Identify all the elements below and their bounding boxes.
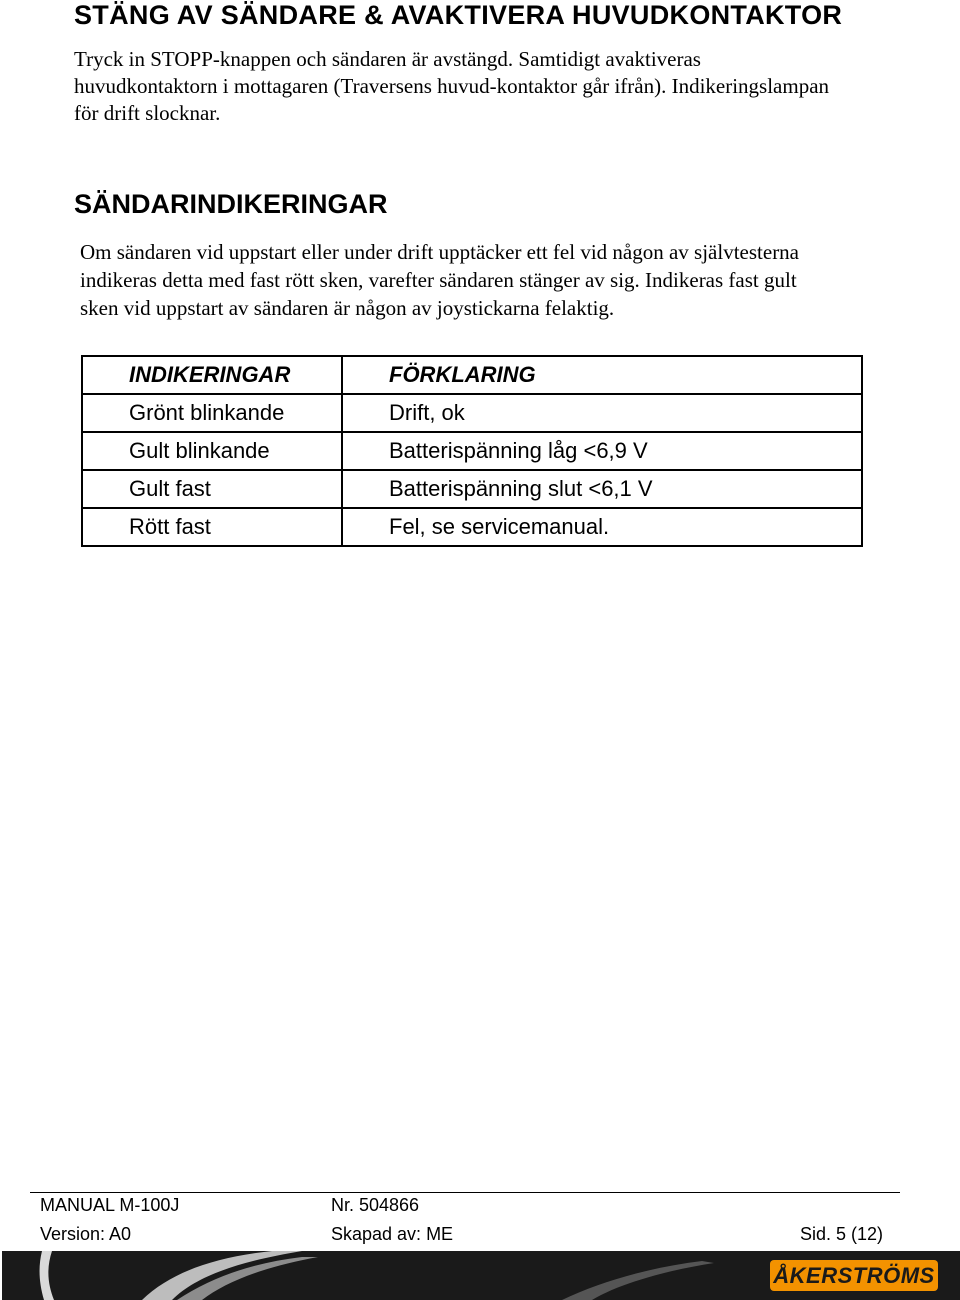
- table-header-cell: FÖRKLARING: [342, 356, 862, 394]
- akerstroms-logo: [770, 1260, 938, 1291]
- paragraph-line: sken vid uppstart av sändaren är någon av joystickarna felaktig.: [80, 296, 615, 320]
- table-row: [82, 394, 862, 432]
- logo-text: ÅKERSTRÖMS: [773, 1263, 935, 1288]
- paragraph-line: Tryck in STOPP-knappen och sändaren är avstängd. Samtidigt avaktiveras: [74, 47, 701, 71]
- table-cell: Rött fast: [82, 508, 342, 546]
- paragraph-line: indikeras detta med fast rött sken, varefter sändaren stänger av sig. Indikeras fast gult: [80, 268, 797, 292]
- table-row: [82, 470, 862, 508]
- table-cell: Grönt blinkande: [82, 394, 342, 432]
- footer-page-number: Sid. 5 (12): [800, 1224, 884, 1244]
- paragraph-indikeringar: [80, 238, 940, 322]
- paragraph-stang-av: [74, 46, 934, 127]
- table-cell: Batterispänning låg <6,9 V: [342, 432, 862, 470]
- table-row: [82, 432, 862, 470]
- paragraph-line: huvudkontaktorn i mottagaren (Traversens huvud-kontaktor går ifrån). Indikeringslampan: [74, 74, 830, 98]
- table-row: [82, 508, 862, 546]
- footer-divider: [30, 1192, 900, 1193]
- paragraph-line: Om sändaren vid uppstart eller under drift upptäcker ett fel vid någon av självtesterna: [80, 240, 800, 264]
- table-cell: Drift, ok: [342, 394, 862, 432]
- table-cell: Gult fast: [82, 470, 342, 508]
- footer-manual: MANUAL M-100J: [40, 1195, 180, 1215]
- table-header-cell: INDIKERINGAR: [82, 356, 342, 394]
- table-cell: Batterispänning slut <6,1 V: [342, 470, 862, 508]
- footer-brand-band: [2, 1251, 960, 1300]
- footer-created-by: Skapad av: ME: [331, 1224, 454, 1244]
- table-cell: Fel, se servicemanual.: [342, 508, 862, 546]
- table-header-row: [82, 356, 862, 394]
- footer-number: Nr. 504866: [331, 1195, 420, 1215]
- paragraph-line: för drift slocknar.: [74, 101, 221, 125]
- indication-table: [81, 355, 863, 547]
- section-heading-stang-av: STÄNG AV SÄNDARE & AVAKTIVERA HUVUDKONTAKTOR: [74, 0, 843, 30]
- footer-version: Version: A0: [40, 1224, 132, 1244]
- section-heading-indikeringar: SÄNDARINDIKERINGAR: [74, 189, 388, 219]
- table-cell: Gult blinkande: [82, 432, 342, 470]
